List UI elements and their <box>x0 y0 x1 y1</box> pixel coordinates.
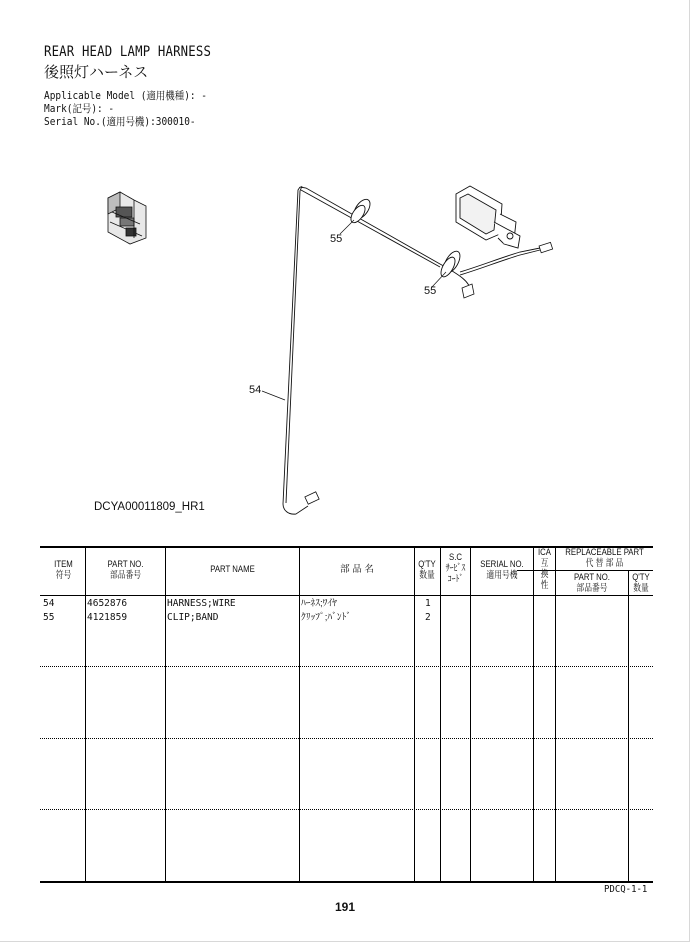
header-item: ITEM 符号 <box>54 559 73 581</box>
row-part-name-jp: ﾊｰﾈｽ;ﾜｲﾔ <box>301 598 337 609</box>
row-qty: 2 <box>425 612 431 623</box>
page-number: 191 <box>334 900 356 914</box>
row-item: 54 <box>43 598 55 609</box>
row-part-name: CLIP;BAND <box>167 612 219 623</box>
callout-55-upper: 55 <box>330 233 343 245</box>
machine-location-icon <box>108 192 146 244</box>
callout-54: 54 <box>249 384 262 396</box>
serial-no: Serial No.(適用号機):300010- <box>44 116 196 128</box>
callout-55-lower: 55 <box>424 285 437 297</box>
header-interchangeability: ICA 互 換 性 <box>538 547 551 591</box>
header-part-name-jp: 部 品 名 <box>340 564 374 575</box>
header-part-name: PART NAME <box>210 564 255 575</box>
table-top-border <box>40 546 653 548</box>
row-part-no: 4652876 <box>87 598 128 609</box>
col-divider <box>533 546 534 883</box>
drawing-id: DCYA00011809_HR1 <box>94 501 205 513</box>
col-divider <box>165 546 166 883</box>
parts-table <box>40 546 653 884</box>
footer-code: PDCQ-1-1 <box>604 884 648 895</box>
page-title: REAR HEAD LAMP HARNESS <box>44 44 212 60</box>
header-replaceable-part: REPLACEABLE PART 代 替 部 品 <box>565 547 644 569</box>
header-rp-qty: Q'TY 数量 <box>632 572 650 594</box>
parts-diagram <box>0 170 690 530</box>
page-title-japanese: 後照灯ハーネス <box>44 64 149 81</box>
row-item: 55 <box>43 612 55 623</box>
mark: Mark(記号): - <box>44 103 115 115</box>
row-qty: 1 <box>425 598 431 609</box>
table-header-border <box>40 595 653 596</box>
col-divider <box>85 546 86 883</box>
header-serial-no: SERIAL NO. 適用号機 <box>480 559 524 581</box>
rear-head-lamp <box>456 186 520 248</box>
header-rp-part-no: PART NO. 部品番号 <box>574 572 610 594</box>
table-bottom-border <box>40 881 653 883</box>
header-service-code: S.C ｻｰﾋﾞｽ ｺｰﾄﾞ <box>445 552 466 585</box>
col-divider <box>299 546 300 883</box>
table-separator <box>40 738 653 739</box>
col-divider <box>555 546 556 883</box>
table-separator <box>40 809 653 810</box>
col-divider <box>414 546 415 883</box>
wire-connectors <box>305 242 553 504</box>
header-part-no: PART NO. 部品番号 <box>107 559 144 581</box>
col-divider <box>470 546 471 883</box>
col-divider <box>628 570 629 883</box>
row-part-name-jp: ｸﾘｯﾌﾟ;ﾊﾞﾝﾄﾞ <box>301 612 352 623</box>
header-qty: Q'TY 数量 <box>418 559 436 581</box>
table-separator <box>40 666 653 667</box>
col-divider <box>440 546 441 883</box>
band-clips <box>348 197 463 279</box>
applicable-model: Applicable Model (適用機種): - <box>44 90 207 102</box>
row-part-name: HARNESS;WIRE <box>167 598 236 609</box>
row-part-no: 4121859 <box>87 612 128 623</box>
